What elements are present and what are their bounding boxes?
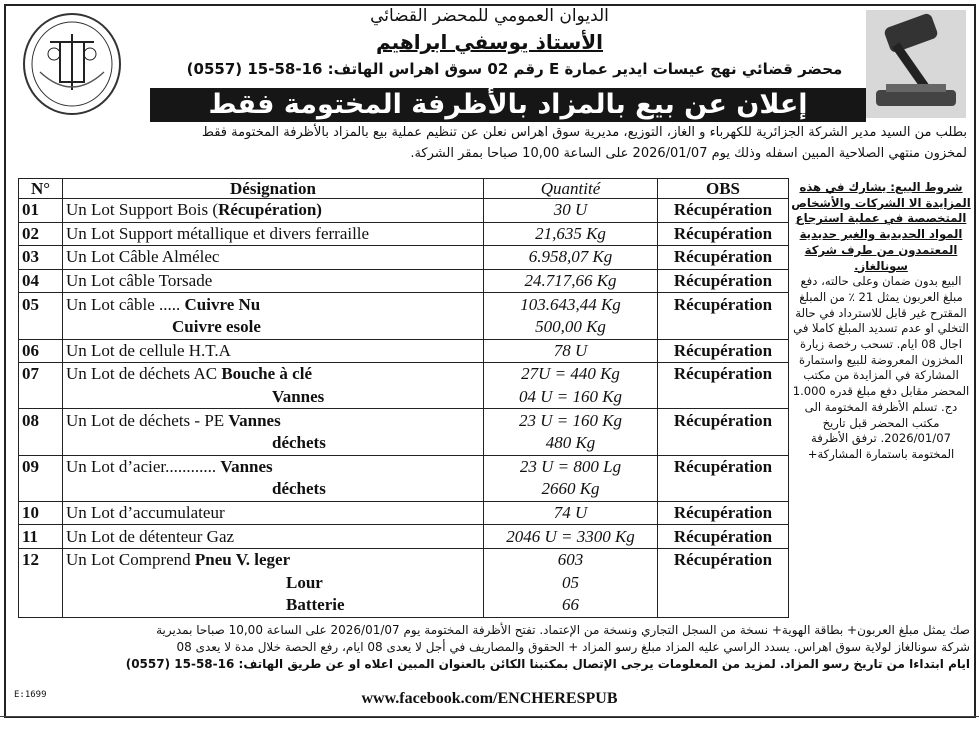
designation-text: Un Lot Comprend xyxy=(66,550,195,570)
office-title: الديوان العمومي للمحضر القضائي xyxy=(370,6,609,26)
table-row xyxy=(19,572,789,595)
obs-text: Récupération xyxy=(673,271,773,291)
lot-quantity xyxy=(484,199,658,223)
col-header-quantity: Quantité xyxy=(484,179,658,199)
designation-text: Un Lot de déchets - PE xyxy=(66,410,229,430)
lot-number xyxy=(19,501,63,525)
lot-number xyxy=(19,409,63,432)
lots-table xyxy=(18,178,789,618)
designation-detail: déchets xyxy=(272,433,326,453)
lot-quantity xyxy=(484,455,658,478)
designation-detail: Vannes xyxy=(228,410,281,430)
lot-designation xyxy=(63,316,484,339)
designation-detail: déchets xyxy=(272,479,326,499)
col-header-number: N° xyxy=(19,179,63,199)
obs-text: Récupération xyxy=(673,364,773,384)
lot-obs xyxy=(658,548,789,571)
next-ad-edge xyxy=(0,716,979,732)
table-row xyxy=(19,222,789,246)
quantity-text: 66 xyxy=(562,595,579,615)
designation-text: Un Lot d’acier............ xyxy=(66,456,221,476)
lot-obs xyxy=(658,455,789,478)
lot-designation xyxy=(63,478,484,501)
quantity-text: 603 xyxy=(557,550,584,570)
quantity-text: 24.717,66 Kg xyxy=(524,271,617,291)
lot-number xyxy=(19,525,63,549)
col-header-obs: OBS xyxy=(658,179,789,199)
lot-number-text: 09 xyxy=(22,456,39,476)
designation-detail: Batterie xyxy=(286,595,345,615)
lot-quantity xyxy=(484,501,658,525)
table-row xyxy=(19,455,789,478)
lot-number xyxy=(19,478,63,501)
obs-text: Récupération xyxy=(673,526,773,546)
lot-obs xyxy=(658,572,789,595)
lot-quantity xyxy=(484,339,658,363)
designation-detail: Récupération) xyxy=(218,200,322,220)
footer-notice xyxy=(8,622,970,673)
auction-banner: إعلان عن بيع بالمزاد بالأظرفة المختومة فقط xyxy=(150,88,866,122)
lot-designation xyxy=(63,246,484,270)
table-row xyxy=(19,316,789,339)
lot-quantity xyxy=(484,409,658,432)
lot-number xyxy=(19,339,63,363)
lot-designation xyxy=(63,501,484,525)
lot-designation xyxy=(63,455,484,478)
quantity-text: 21,635 Kg xyxy=(535,223,606,243)
lot-number xyxy=(19,316,63,339)
designation-detail: Lour xyxy=(286,572,323,592)
lot-quantity xyxy=(484,525,658,549)
lot-quantity xyxy=(484,246,658,270)
quantity-text: 05 xyxy=(562,572,579,592)
lot-designation xyxy=(63,339,484,363)
footer-line-3: ايام ابتداءا من تاريخ رسو المزاد. لمزيد من المعلومات يرجى الإتصال بمكتبنا الكائن بالعنوان المبين اعلاه او عن طريق الهاتف: 16-58-15 (0557) xyxy=(125,657,970,671)
lot-designation xyxy=(63,199,484,223)
table-row xyxy=(19,363,789,386)
lot-obs xyxy=(658,432,789,455)
quantity-text: 103.643,44 Kg xyxy=(520,294,621,314)
table-row xyxy=(19,548,789,571)
lot-number-text: 11 xyxy=(22,526,39,546)
designation-detail: Vannes xyxy=(220,456,273,476)
lot-number xyxy=(19,199,63,223)
conditions-body: البيع بدون ضمان وعلى حالته، دفع مبلغ العربون يمثل 21 ٪ من المبلغ المقترح غير قابل للاسترداد في حالة التخلي او عدم تسديد المبلغ كاملا في اجال 08 ايام. تسحب رخصة زيارة المخزون المعروضة للبيع واستمارة المشاركة في المزايدة من مكتب المحضر مقابل دفع مبلغ قدره 1.000 دج. تسلم الأظرفة المختومة الى مكتب المحضر قبل تاريخ 2026/01/07. ترفق الأظرفة المختومة باستمارة المشاركة+ xyxy=(792,274,970,461)
designation-text: Un Lot de cellule H.T.A xyxy=(66,340,231,360)
obs-text: Récupération xyxy=(673,294,773,314)
lot-quantity xyxy=(484,293,658,316)
obs-text: Récupération xyxy=(673,456,773,476)
lot-quantity xyxy=(484,222,658,246)
lot-designation xyxy=(63,432,484,455)
ad-reference: E:1699 xyxy=(14,690,47,700)
lot-number xyxy=(19,572,63,595)
lot-number-text: 04 xyxy=(22,271,39,291)
lot-number xyxy=(19,269,63,293)
lot-designation xyxy=(63,525,484,549)
designation-detail: Vannes xyxy=(272,387,325,407)
table-row xyxy=(19,386,789,409)
quantity-text: 480 Kg xyxy=(545,433,596,453)
lot-designation xyxy=(63,572,484,595)
obs-text: Récupération xyxy=(673,223,773,243)
lot-obs xyxy=(658,594,789,617)
facebook-link[interactable]: www.facebook.com/ENCHERESPUB xyxy=(361,690,618,707)
quantity-text: 74 U xyxy=(553,503,588,523)
table-row xyxy=(19,409,789,432)
designation-text: Un Lot d’accumulateur xyxy=(66,503,225,523)
designation-text: Un Lot câble ..... xyxy=(66,294,185,314)
table-row xyxy=(19,594,789,617)
obs-text: Récupération xyxy=(673,503,773,523)
footer-line-2: شركة سونالغاز لولاية سوق اهراس. يسدد الراسي عليه المزاد مبلغ رسو المزاد + الحقوق والمصاريف في أجل لا يعدى 08 ايام، رفع الحصة خلال مدة لا يعدى 08 xyxy=(176,640,970,654)
lot-obs xyxy=(658,501,789,525)
obs-text: Récupération xyxy=(673,340,773,360)
table-row xyxy=(19,432,789,455)
lot-quantity xyxy=(484,269,658,293)
lot-obs xyxy=(658,478,789,501)
footer-line-1: صك يمثل مبلغ العربون+ بطاقة الهوية+ نسخة من السجل التجاري ونسخة من الإعتماد. تفتح الأظرفة المختومة يوم 2026/01/07 على الساعة 10,00 صباحا بمديرية xyxy=(156,623,970,637)
lot-designation xyxy=(63,409,484,432)
lot-quantity xyxy=(484,432,658,455)
quantity-text: 27U = 440 Kg xyxy=(521,364,620,384)
quantity-text: 23 U = 160 Kg xyxy=(518,410,623,430)
lot-obs xyxy=(658,525,789,549)
address-phone: محضر قضائي نهج عيسات ايدير عمارة E رقم 02 سوق اهراس الهاتف: 16-58-15 (0557) xyxy=(186,60,843,78)
lot-number xyxy=(19,293,63,316)
designation-detail: Bouche à clé xyxy=(221,364,312,384)
designation-text: Un Lot Câble Almélec xyxy=(66,247,220,267)
lot-designation xyxy=(63,363,484,386)
obs-text: Récupération xyxy=(673,550,773,570)
quantity-text: 2046 U = 3300 Kg xyxy=(506,526,635,546)
lot-quantity xyxy=(484,363,658,386)
lot-number-text: 10 xyxy=(22,503,39,523)
lot-number-text: 01 xyxy=(22,200,39,220)
lot-number xyxy=(19,455,63,478)
lot-number xyxy=(19,246,63,270)
table-row xyxy=(19,501,789,525)
lot-designation xyxy=(63,269,484,293)
quantity-text: 78 U xyxy=(553,340,588,360)
lot-number-text: 12 xyxy=(22,550,39,570)
designation-detail: Cuivre esole xyxy=(172,317,261,337)
lot-obs xyxy=(658,246,789,270)
lot-number-text: 08 xyxy=(22,410,39,430)
obs-text: Récupération xyxy=(673,247,773,267)
lots-table-body xyxy=(19,199,789,618)
lot-quantity xyxy=(484,478,658,501)
lot-number-text: 05 xyxy=(22,294,39,314)
lot-quantity xyxy=(484,316,658,339)
table-row xyxy=(19,293,789,316)
lot-number xyxy=(19,594,63,617)
designation-detail: Pneu V. leger xyxy=(194,550,291,570)
lot-obs xyxy=(658,222,789,246)
lot-quantity xyxy=(484,572,658,595)
designation-text: Un Lot câble Torsade xyxy=(66,271,213,291)
lot-number-text: 07 xyxy=(22,364,39,384)
quantity-text: 2660 Kg xyxy=(541,479,600,499)
table-row xyxy=(19,269,789,293)
table-row xyxy=(19,339,789,363)
lot-quantity xyxy=(484,386,658,409)
lot-obs xyxy=(658,339,789,363)
table-row xyxy=(19,525,789,549)
lot-number xyxy=(19,548,63,571)
table-row xyxy=(19,246,789,270)
lot-obs xyxy=(658,386,789,409)
designation-text: Un Lot de détenteur Gaz xyxy=(66,526,235,546)
designation-detail: Cuivre Nu xyxy=(184,294,261,314)
table-row xyxy=(19,199,789,223)
quantity-text: 6.958,07 Kg xyxy=(528,247,613,267)
quantity-text: 500,00 Kg xyxy=(535,317,606,337)
col-header-designation: Désignation xyxy=(63,179,484,199)
bailiff-name: الأستاذ يوسفي ابراهيم xyxy=(375,30,603,54)
designation-text: Un Lot de déchets AC xyxy=(66,364,222,384)
intro-line-1: بطلب من السيد مدير الشركة الجزائرية للكهرباء و الغاز، التوزيع، مديرية سوق اهراس نعلن عن تنظيم عملية بيع بالمزاد بالأظرفة المختومة فقط xyxy=(201,125,967,140)
lot-obs xyxy=(658,293,789,316)
lot-designation xyxy=(63,548,484,571)
lot-obs xyxy=(658,409,789,432)
table-header-row xyxy=(19,179,789,199)
lot-designation xyxy=(63,293,484,316)
lot-number xyxy=(19,386,63,409)
lot-obs xyxy=(658,316,789,339)
lot-number xyxy=(19,432,63,455)
lot-number-text: 02 xyxy=(22,223,39,243)
lot-number-text: 06 xyxy=(22,340,39,360)
lot-number-text: 03 xyxy=(22,247,39,267)
lot-designation xyxy=(63,222,484,246)
quantity-text: 30 U xyxy=(553,200,588,220)
lot-obs xyxy=(658,199,789,223)
lot-designation xyxy=(63,594,484,617)
lot-designation xyxy=(63,386,484,409)
intro-line-2: لمخزون منتهي الصلاحية المبين اسفله وذلك يوم 2026/01/07 على الساعة 10,00 صباحا بمقر الشركة. xyxy=(410,146,967,161)
obs-text: Récupération xyxy=(673,410,773,430)
lot-quantity xyxy=(484,548,658,571)
obs-text: Récupération xyxy=(673,200,773,220)
designation-text: Un Lot Support métallique et divers ferraille xyxy=(66,223,370,243)
conditions-title: شروط البيع: يشارك في هذه المزايدة الا الشركات والأشخاص المتخصصة في عملية استرجاع المواد الحديدية والغير حديدية المعتمدون من طرف شركة سونالغاز. xyxy=(791,180,971,273)
lot-obs xyxy=(658,269,789,293)
lot-obs xyxy=(658,363,789,386)
quantity-text: 23 U = 800 Lg xyxy=(519,456,622,476)
table-row xyxy=(19,478,789,501)
sale-conditions xyxy=(791,180,971,620)
lot-quantity xyxy=(484,594,658,617)
lot-number xyxy=(19,363,63,386)
lot-number xyxy=(19,222,63,246)
quantity-text: 04 U = 160 Kg xyxy=(518,387,623,407)
designation-text: Un Lot Support Bois ( xyxy=(66,200,219,220)
